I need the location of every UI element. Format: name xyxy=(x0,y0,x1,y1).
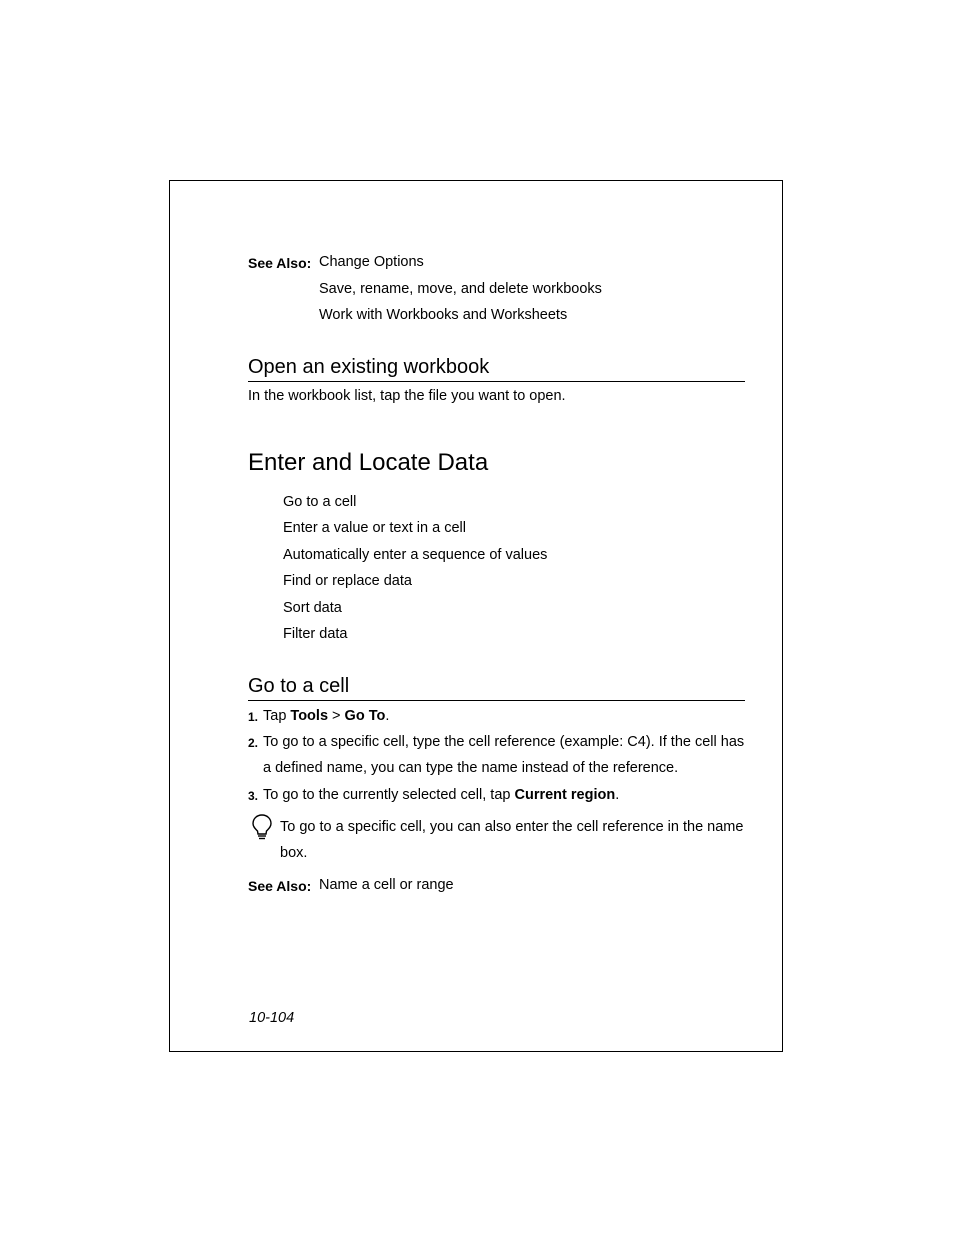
step-2-line-2: a defined name, you can type the name instead of the reference. xyxy=(263,760,679,776)
step-number: 3. xyxy=(248,789,259,803)
step-1-text: Tap Tools > Go To. xyxy=(263,708,390,724)
heading-go-to-cell: Go to a cell xyxy=(248,675,745,701)
open-workbook-body: In the workbook list, tap the file you want to open. xyxy=(248,388,566,404)
page-number: 10-104 xyxy=(249,1010,295,1026)
tip-line-1: To go to a specific cell, you can also enter the cell reference in the name xyxy=(280,819,744,835)
see-also-link-name-cell[interactable]: Name a cell or range xyxy=(319,877,454,893)
step-2-line-1: To go to a specific cell, type the cell reference (example: C4). If the cell has xyxy=(263,734,745,750)
lightbulb-icon xyxy=(251,813,273,841)
topic-link-find-replace[interactable]: Find or replace data xyxy=(283,573,412,589)
heading-enter-locate-data: Enter and Locate Data xyxy=(248,449,489,476)
topic-link-filter-data[interactable]: Filter data xyxy=(283,626,348,642)
topic-link-sort-data[interactable]: Sort data xyxy=(283,600,342,616)
see-also-label: See Also: xyxy=(248,255,312,271)
topic-link-go-to-cell[interactable]: Go to a cell xyxy=(283,494,357,510)
step-number: 1. xyxy=(248,710,259,724)
heading-open-workbook: Open an existing workbook xyxy=(248,356,745,382)
see-also-label: See Also: xyxy=(248,878,312,894)
tip-line-2: box. xyxy=(280,845,308,861)
topic-link-auto-sequence[interactable]: Automatically enter a sequence of values xyxy=(283,547,548,563)
step-3-text: To go to the currently selected cell, tap Current region. xyxy=(263,787,620,803)
see-also-link-work-with[interactable]: Work with Workbooks and Worksheets xyxy=(319,307,568,323)
see-also-link-save-rename[interactable]: Save, rename, move, and delete workbooks xyxy=(319,281,602,297)
see-also-link-change-options[interactable]: Change Options xyxy=(319,254,424,270)
step-number: 2. xyxy=(248,736,259,750)
topic-link-enter-value[interactable]: Enter a value or text in a cell xyxy=(283,520,466,536)
